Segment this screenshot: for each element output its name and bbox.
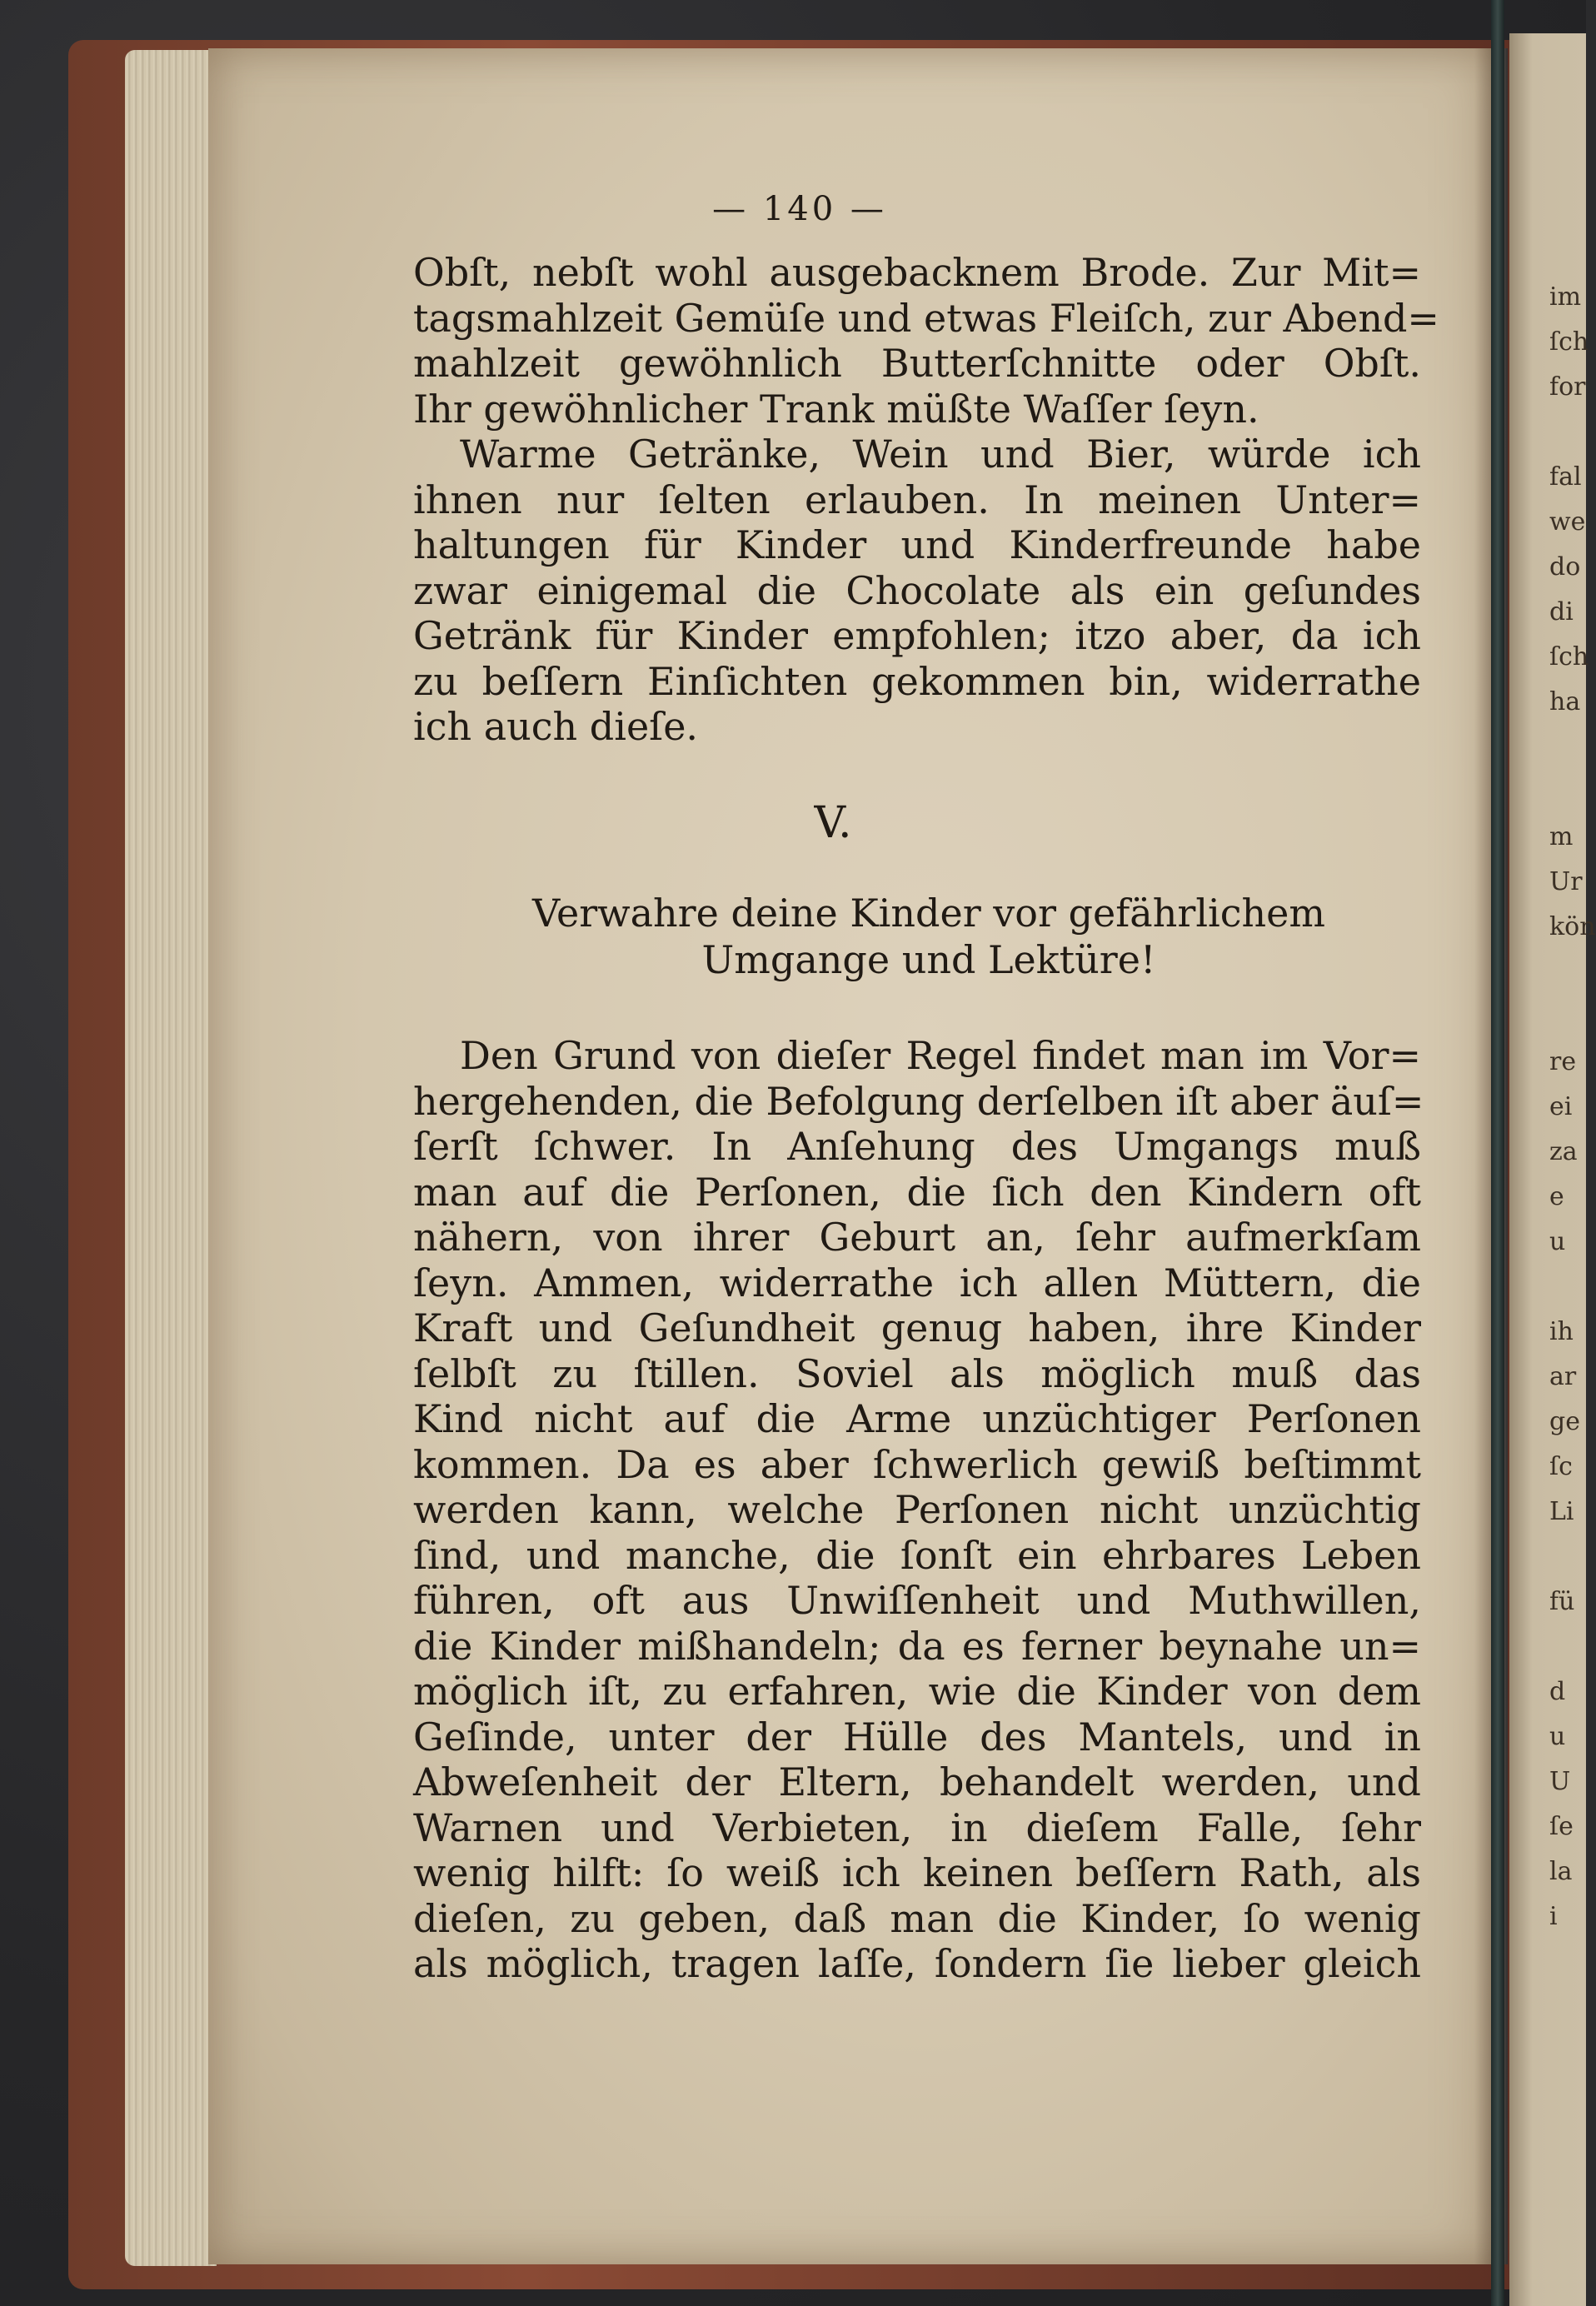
text-line: Kraft und Geſundheit genug haben, ihre Kinder bbox=[413, 1305, 1421, 1350]
text-line: Obſt, nebſt wohl ausgebacknem Brode. Zur Mit= bbox=[413, 250, 1421, 295]
text-line: Abweſenheit der Eltern, behandelt werden, und bbox=[413, 1759, 1421, 1804]
facing-page-fragment: ſch bbox=[1549, 642, 1589, 671]
text-line: führen, oft aus Unwiſſenheit und Muthwillen, bbox=[413, 1578, 1421, 1623]
facing-page-fragment: ih bbox=[1549, 1317, 1574, 1346]
text-line: ihnen nur ſelten erlauben. In meinen Unter= bbox=[413, 477, 1421, 522]
text-line: Warnen und Verbieten, in dieſem Falle, ſehr bbox=[413, 1804, 1421, 1850]
facing-page-fragment: Li bbox=[1549, 1497, 1574, 1526]
text-line: Kind nicht auf die Arme unzüchtiger Perſonen bbox=[413, 1396, 1421, 1441]
facing-page-fragment bbox=[1549, 725, 1586, 770]
facing-page-fragment bbox=[1549, 770, 1586, 815]
section-title-line: Umgange und Lektüre! bbox=[701, 937, 1156, 982]
facing-page-fragment bbox=[1549, 1535, 1586, 1580]
facing-page-fragment: do bbox=[1549, 552, 1581, 581]
facing-page-fragment: ſe bbox=[1549, 1812, 1574, 1841]
section-title bbox=[466, 890, 1391, 983]
facing-page-fragment: ha bbox=[1549, 687, 1581, 716]
text-line: dieſen, zu geben, daß man die Kinder, ſo wenig bbox=[413, 1895, 1421, 1941]
text-line: Den Grund von dieſer Regel findet man im Vor= bbox=[460, 1033, 1421, 1078]
facing-page-fragment: we bbox=[1549, 507, 1586, 537]
facing-page-fragment: ſc bbox=[1549, 1452, 1573, 1481]
text-line: wenig hilft: ſo weiß ich keinen beſſern Rath, als bbox=[413, 1850, 1421, 1895]
text-line: zu beſſern Einſichten gekommen bin, widerrathe bbox=[413, 658, 1421, 704]
text-line: man auf die Perſonen, die ſich den Kindern oft bbox=[413, 1169, 1421, 1215]
facing-page-fragment: re bbox=[1549, 1047, 1577, 1076]
text-line: zwar einigemal die Chocolate als ein geſundes bbox=[413, 567, 1421, 613]
facing-page-fragment bbox=[1549, 1265, 1586, 1310]
facing-page-fragment: za bbox=[1549, 1137, 1578, 1166]
text-line: als möglich, tragen laſſe, ſondern ſie lieber gleich bbox=[413, 1941, 1421, 1986]
facing-page-fragment: ſch bbox=[1549, 327, 1589, 357]
facing-page-fragment: i bbox=[1549, 1902, 1558, 1931]
facing-page-fragment: la bbox=[1549, 1857, 1573, 1886]
facing-page-fragment bbox=[1549, 410, 1586, 455]
facing-page-fragment: ge bbox=[1549, 1407, 1580, 1436]
text-line: werden kann, welche Perſonen nicht unzüchtig bbox=[413, 1487, 1421, 1532]
text-line: ſeyn. Ammen, widerrathe ich allen Müttern, die bbox=[413, 1260, 1421, 1305]
text-line: hergehenden, die Befolgung derſelben iſt aber äuſ= bbox=[413, 1078, 1424, 1124]
text-line: kommen. Da es aber ſchwerlich gewiß beſtimmt bbox=[413, 1441, 1421, 1487]
text-line: tagsmahlzeit Gemüſe und etwas Fleiſch, zur Abend= bbox=[413, 295, 1439, 341]
facing-page-fragment: kön bbox=[1549, 912, 1596, 941]
page-edges bbox=[125, 50, 217, 2266]
page-number: — 140 — bbox=[712, 190, 887, 228]
page-clip bbox=[1491, 0, 1504, 2306]
paragraph-2 bbox=[413, 1033, 1424, 1987]
text-line: Warme Getränke, Wein und Bier, würde ich bbox=[460, 432, 1421, 477]
facing-page-fragment: m bbox=[1549, 822, 1574, 851]
text-line: möglich iſt, zu erfahren, wie die Kinder von dem bbox=[413, 1669, 1421, 1714]
facing-page-fragment: U bbox=[1549, 1767, 1571, 1796]
text-line: Ihr gewöhnlicher Trank müßte Waſſer ſeyn. bbox=[413, 386, 1259, 432]
facing-page-fragment: fal bbox=[1549, 462, 1582, 492]
text-line: ſind, und manche, die ſonſt ein ehrbares Leben bbox=[413, 1532, 1421, 1578]
text-line: ſerſt ſchwer. In Anſehung des Umgangs muß bbox=[413, 1124, 1421, 1169]
facing-page-fragment: di bbox=[1549, 597, 1574, 626]
facing-page-fragment: u bbox=[1549, 1722, 1566, 1751]
facing-page-fragment: e bbox=[1549, 1182, 1564, 1211]
facing-page-fragment: ei bbox=[1549, 1092, 1573, 1121]
text-line: haltungen für Kinder und Kinderfreunde habe bbox=[413, 522, 1421, 567]
text-line: ſelbſt zu ſtillen. Soviel als möglich muß das bbox=[413, 1350, 1421, 1396]
facing-page-fragment: for bbox=[1549, 372, 1586, 402]
paragraph-1 bbox=[413, 250, 1439, 750]
facing-page-fragment: d bbox=[1549, 1677, 1566, 1706]
text-line: die Kinder mißhandeln; da es ferner beynahe un= bbox=[413, 1623, 1421, 1669]
facing-page-fragment: ar bbox=[1549, 1362, 1577, 1391]
facing-page-fragment: Ur bbox=[1549, 867, 1583, 896]
facing-page-fragment: u bbox=[1549, 1227, 1566, 1256]
facing-page-fragment: im bbox=[1549, 282, 1582, 312]
section-title-line: Verwahre deine Kinder vor gefährlichem bbox=[532, 891, 1325, 936]
facing-page-fragment bbox=[1549, 950, 1586, 995]
text-line: nähern, von ihrer Geburt an, ſehr aufmerkſam bbox=[413, 1215, 1421, 1260]
text-line: Geſinde, unter der Hülle des Mantels, und in bbox=[413, 1714, 1421, 1759]
facing-page-fragment bbox=[1549, 995, 1586, 1040]
facing-page-fragment bbox=[1549, 1625, 1586, 1670]
text-line: mahlzeit gewöhnlich Butterſchnitte oder Obſt. bbox=[413, 341, 1421, 386]
facing-page-text bbox=[1549, 275, 1596, 1939]
text-line: Getränk für Kinder empfohlen; itzo aber, da ich bbox=[413, 613, 1421, 658]
section-number: V. bbox=[814, 798, 852, 848]
text-line: ich auch dieſe. bbox=[413, 704, 699, 749]
facing-page-fragment: fü bbox=[1549, 1587, 1575, 1616]
